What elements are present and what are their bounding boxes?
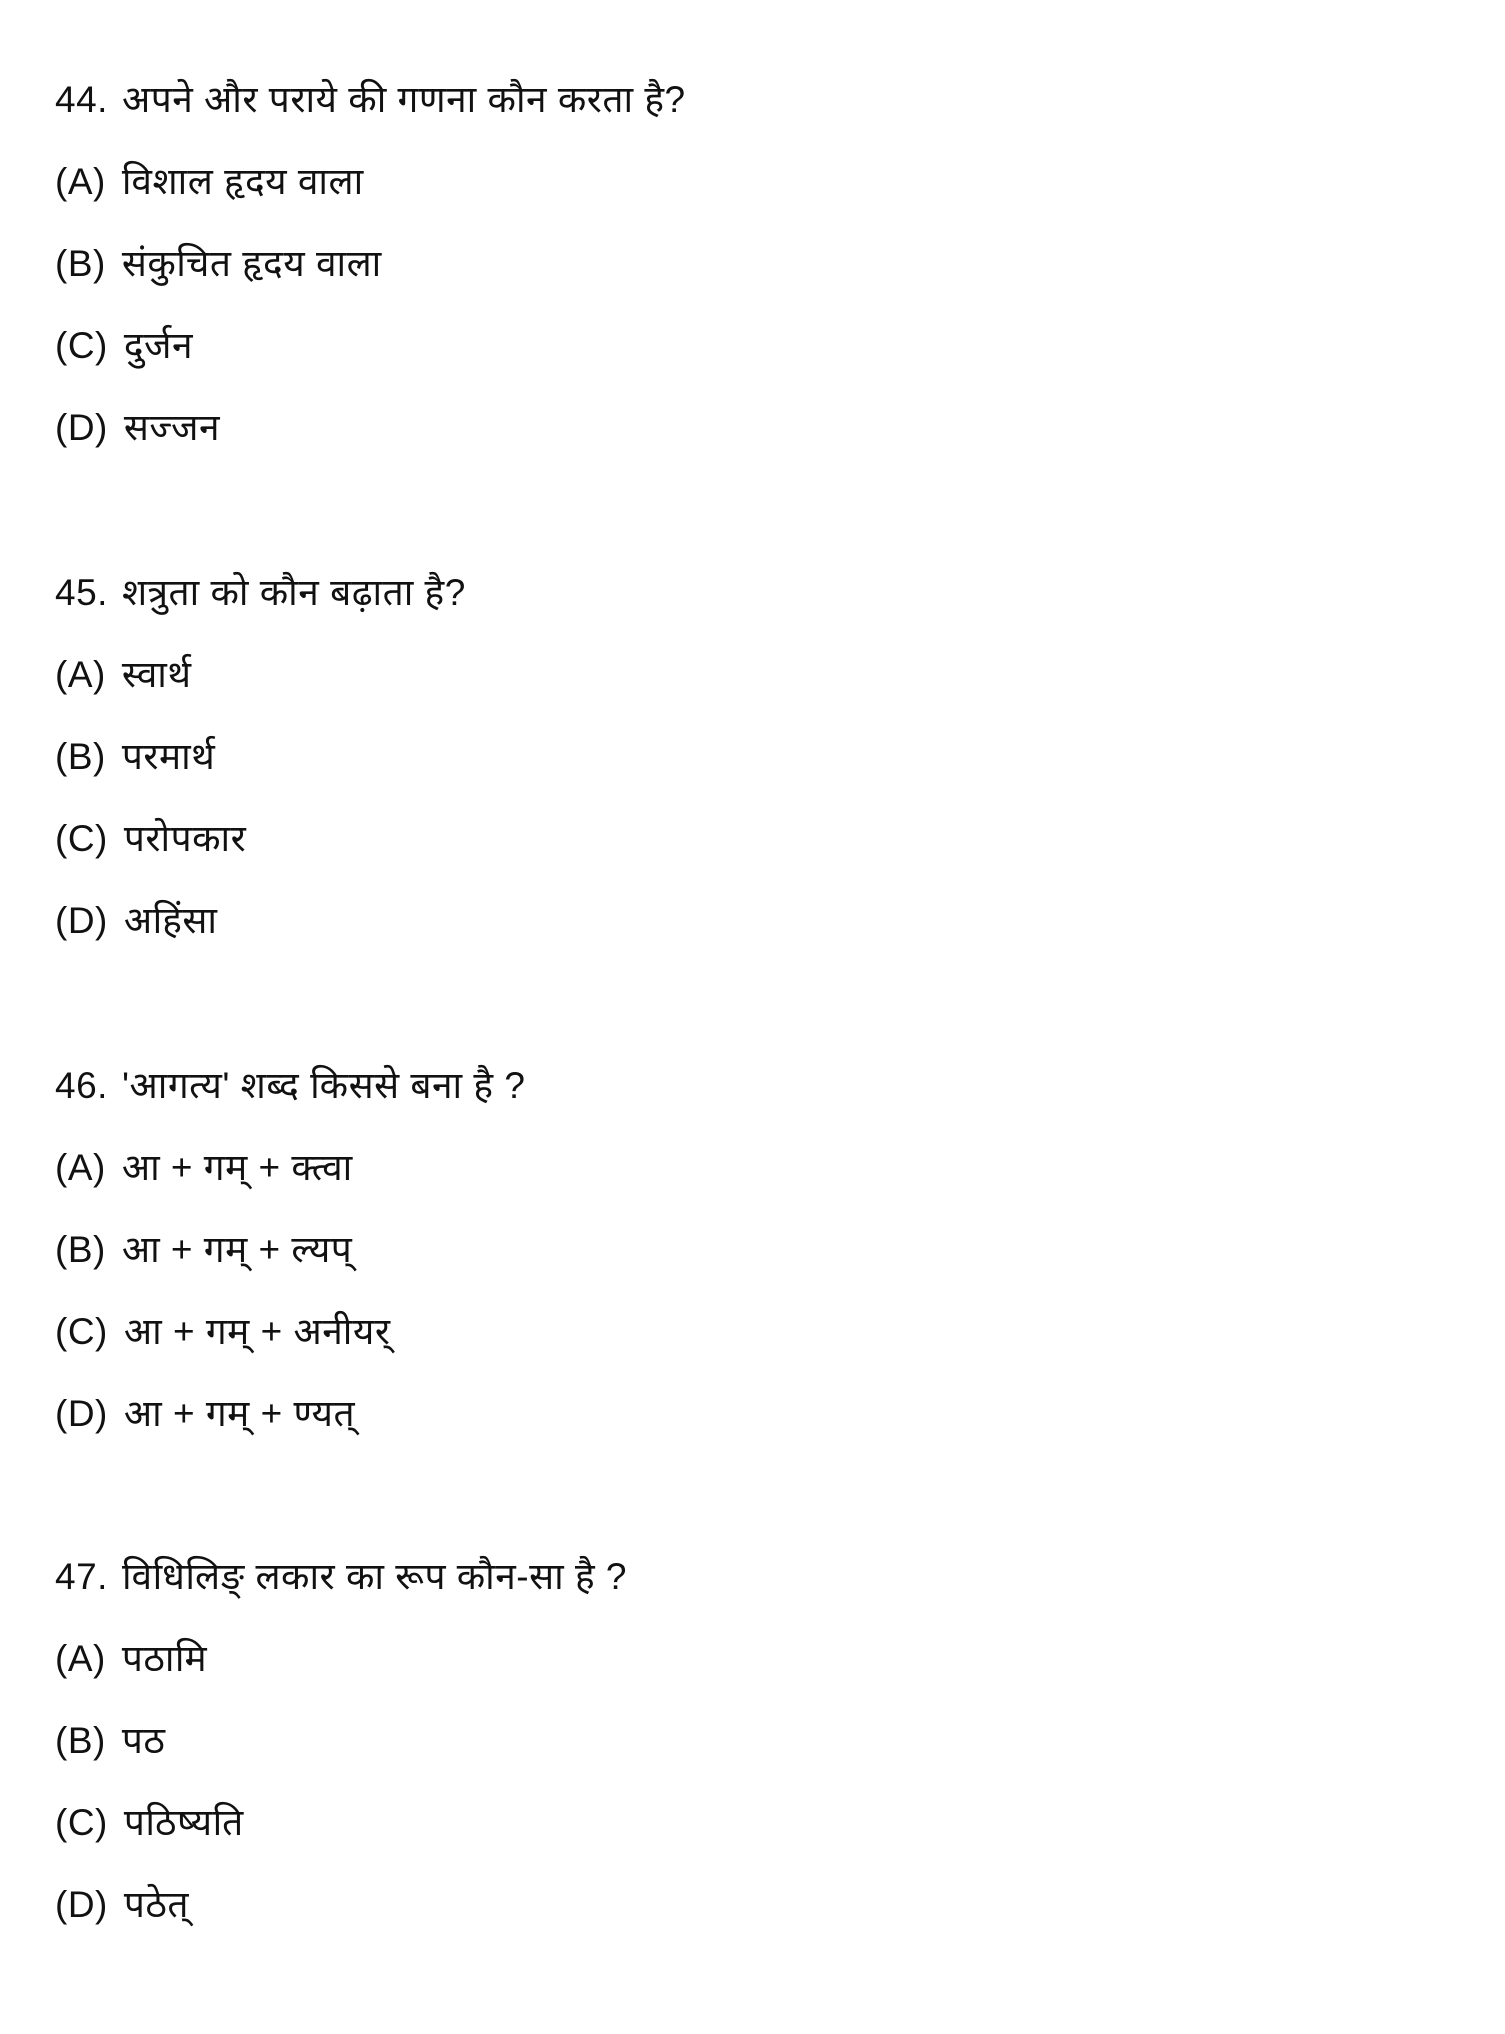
option-text: आ + गम् + ल्यप् [121,1229,353,1270]
question-text: शत्रुता को कौन बढ़ाता है? [121,572,466,613]
option-item [55,223,1455,305]
option-text: परमार्थ [121,736,216,777]
question-block [55,59,1455,469]
option-label: (A) [55,654,106,695]
option-item [55,1618,1455,1700]
option-item [55,1209,1455,1291]
question-block [55,1536,1455,1946]
option-item [55,1373,1455,1455]
question-stem [55,1536,1455,1618]
option-label: (D) [55,1393,108,1434]
option-text: स्वार्थ [121,654,192,695]
option-label: (A) [55,161,106,202]
option-item [55,387,1455,469]
option-text: आ + गम् + अनीयर् [123,1311,391,1352]
question-stem [55,552,1455,634]
question-text: विधिलिङ् लकार का रूप कौन-सा है ? [121,1556,628,1597]
option-item [55,305,1455,387]
question-number: 46. [55,1065,108,1106]
option-label: (C) [55,1311,108,1352]
option-text: अहिंसा [123,900,218,941]
option-text: पठ [121,1720,166,1761]
option-text: आ + गम् + क्त्वा [121,1147,353,1188]
option-item [55,1700,1455,1782]
question-stem [55,59,1455,141]
question-block [55,552,1455,962]
question-number: 44. [55,79,108,120]
option-label: (B) [55,1720,106,1761]
option-item [55,1127,1455,1209]
option-label: (B) [55,243,106,284]
option-text: पठेत् [123,1884,189,1925]
option-label: (C) [55,1802,108,1843]
option-label: (D) [55,1884,108,1925]
option-text: संकुचित हृदय वाला [121,243,382,284]
option-text: सज्जन [123,407,221,448]
question-text: 'आगत्य' शब्द किससे बना है ? [121,1065,526,1106]
option-label: (B) [55,1229,106,1270]
option-item [55,1291,1455,1373]
question-number: 47. [55,1556,108,1597]
question-number: 45. [55,572,108,613]
question-block [55,1045,1455,1455]
option-label: (D) [55,900,108,941]
option-label: (B) [55,736,106,777]
option-item [55,716,1455,798]
question-stem [55,1045,1455,1127]
option-item [55,141,1455,223]
option-item [55,634,1455,716]
option-label: (D) [55,407,108,448]
option-text: पठामि [121,1638,208,1679]
option-text: पठिष्यति [123,1802,244,1843]
option-label: (A) [55,1638,106,1679]
question-text: अपने और पराये की गणना कौन करता है? [121,79,686,120]
option-item [55,880,1455,962]
option-text: विशाल हृदय वाला [121,161,364,202]
option-item [55,798,1455,880]
option-label: (C) [55,818,108,859]
option-label: (C) [55,325,108,366]
option-text: परोपकार [123,818,247,859]
option-item [55,1782,1455,1864]
option-text: दुर्जन [123,325,194,366]
option-item [55,1864,1455,1946]
option-label: (A) [55,1147,106,1188]
option-text: आ + गम् + ण्यत् [123,1393,356,1434]
